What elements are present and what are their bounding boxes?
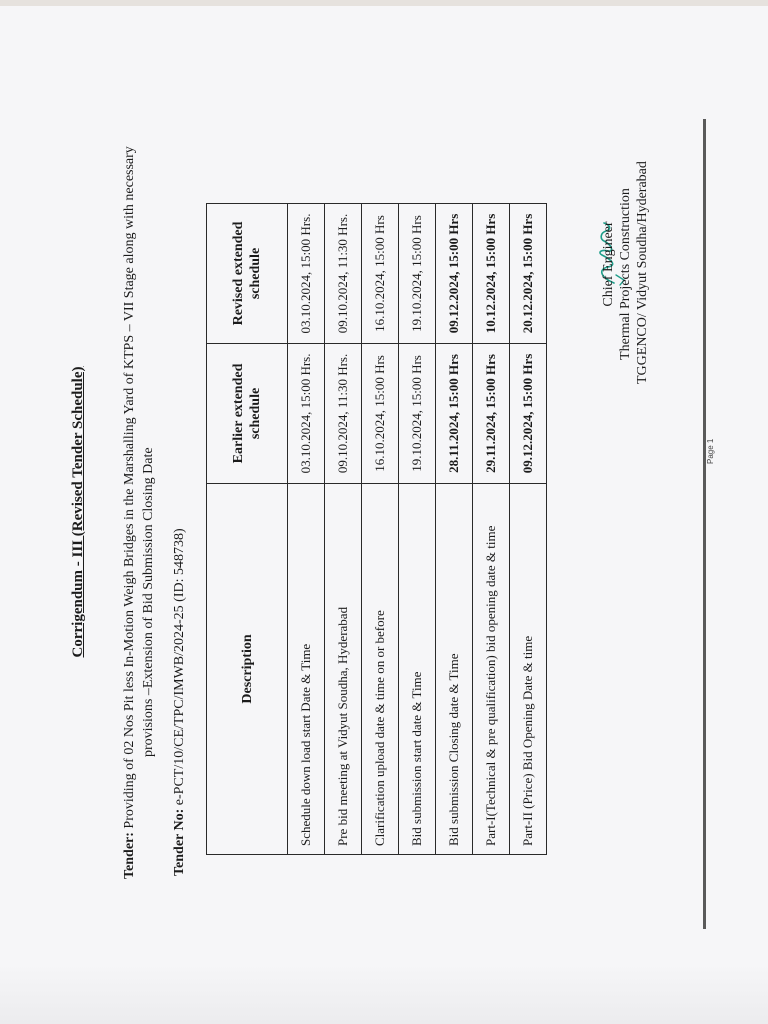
table-row [362,204,399,855]
header-earlier-schedule: Earlier extended schedule [207,343,288,483]
table-row [510,204,547,855]
row-earlier: 29.11.2024, 15:00 Hrs [473,343,510,483]
row-earlier: 09.12.2024, 15:00 Hrs [510,343,547,483]
row-revised: 09.10.2024, 11:30 Hrs. [325,204,362,344]
tender-no-label: Tender No: [172,808,187,876]
row-description: Pre bid meeting at Vidyut Soudha, Hyderabad [325,483,362,854]
tender-description [120,119,158,879]
table-header-row [207,204,288,855]
tender-no-value: e-PCT/10/CE/TPC/IMWB/2024-25 (ID: 548738) [172,528,187,806]
row-earlier: 28.11.2024, 15:00 Hrs [436,343,473,483]
tender-text-line1: Providing of 02 Nos Pit less In-Motion Weigh Bridges in the Marshalling Yard of KTPS – VII Stage along with necessary [122,146,137,829]
signatory-title: Chief Engineer [601,221,616,307]
row-revised: 19.10.2024, 15:00 Hrs [399,204,436,344]
row-description: Schedule down load start Date & Time [288,483,325,854]
row-revised: 20.12.2024, 15:00 Hrs [510,204,547,344]
tender-text-line2: provisions –Extension of Bid Submission Closing Date [141,447,156,757]
document-title: Corrigendum - III (Revised Tender Schedule) [70,366,86,658]
signatory-block [600,161,651,384]
row-description: Bid submission start date & Time [399,483,436,854]
row-earlier: 03.10.2024, 15:00 Hrs. [288,343,325,483]
row-earlier: 09.10.2024, 11:30 Hrs. [325,343,362,483]
table-row [325,204,362,855]
tender-label: Tender: [122,832,137,879]
table-row [288,204,325,855]
schedule-table [206,203,547,855]
row-revised: 10.12.2024, 15:00 Hrs [473,204,510,344]
row-description: Part-I(Technical & pre qualification) bid opening date & time [473,483,510,854]
signatory-department: Thermal Projects Construction [618,188,633,360]
row-description: Part-II (Price) Bid Opening Date & time [510,483,547,854]
page-number: Page 1 [706,438,715,464]
footer-rule [703,119,706,929]
table-row [399,204,436,855]
row-earlier: 16.10.2024, 15:00 Hrs [362,343,399,483]
tender-number [172,528,188,876]
table-row [436,204,473,855]
table-row [473,204,510,855]
signatory-office: TGGENCO/ Vidyut Soudha/Hyderabad [635,161,650,384]
row-revised: 09.12.2024, 15:00 Hrs [436,204,473,344]
header-description: Description [207,483,288,854]
header-revised-schedule: Revised extended schedule [207,204,288,344]
row-earlier: 19.10.2024, 15:00 Hrs [399,343,436,483]
row-description: Bid submission Closing date & Time [436,483,473,854]
row-description: Clarification upload date & time on or before [362,483,399,854]
row-revised: 03.10.2024, 15:00 Hrs. [288,204,325,344]
row-revised: 16.10.2024, 15:00 Hrs [362,204,399,344]
